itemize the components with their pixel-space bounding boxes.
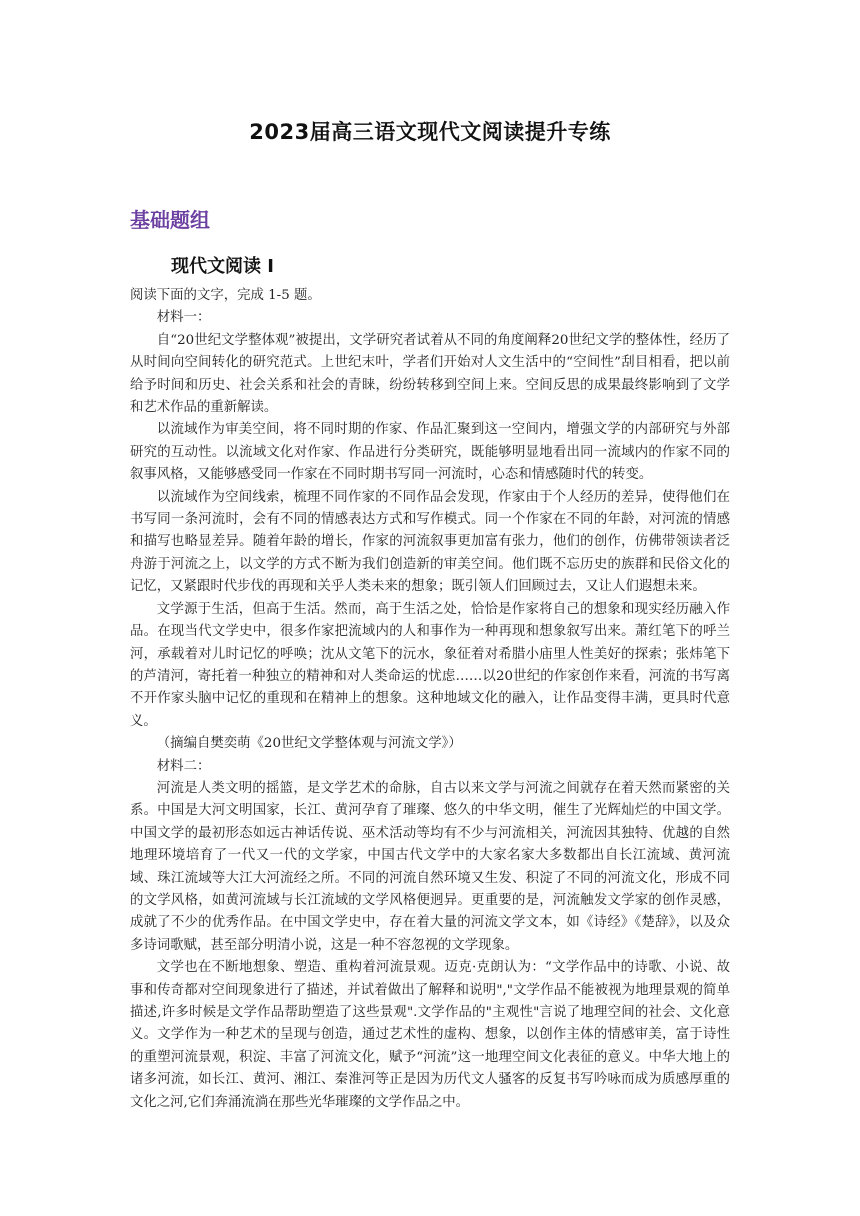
page-title: 2023届高三语文现代文阅读提升专练: [249, 120, 611, 144]
section-heading: 基础题组: [130, 208, 210, 232]
material-label: 材料一：: [156, 310, 211, 326]
paragraph: 以流域作为审美空间，将不同时期的作家、作品汇聚到这一空间内，增强文学的内部研究与外部研究的互动性。以流域文化对作家、作品进行分类研究，既能够明显地看出同一流域内的作家不同的叙事风格，又能够感受同一作家在不同时期书写同一河流时，心态和情感随时代的转变。: [130, 422, 730, 483]
instruction-text: 阅读下面的文字，完成 1-5 题。: [130, 288, 321, 303]
paragraph: 以流域作为空间线索，梳理不同作家的不同作品会发现，作家由于个人经历的差异，使得他们在书写同一条河流时，会有不同的情感表达方式和写作模式。同一个作家在不同的年龄，对河流的情感和描写也略显差异。随着年龄的增长，作家的河流叙事更加富有张力，他们的创作，仿佛带领读者泛舟游于河流之上，以文学的方式不断为我们创造新的审美空间。他们既不忘历史的族群和民俗文化的记忆，又紧跟时代步伐的再现和关乎人类未来的想象；既引领人们回顾过去，又让人们遐想未来。: [130, 489, 730, 595]
paragraph: 河流是人类文明的摇篮，是文学艺术的命脉，自古以来文学与河流之间就存在着天然而紧密的关系。中国是大河文明国家，长江、黄河孕育了璀璨、悠久的中华文明，催生了光辉灿烂的中国文学。中国文学的最初形态如远古神话传说、巫术活动等均有不少与河流相关，河流因其独特、优越的自然地理环境培育了一代又一代的文学家，中国古代文学中的大家名家大多数都出自长江流域、黄河流域、珠江流域等大江大河流经之所。不同的河流自然环境又生发、积淀了不同的河流文化，形成不同的文学风格，如黄河流域与长江流域的文学风格便迥异。更重要的是，河流触发文学家的创作灵感，成就了不少的优秀作品。在中国文学史中，存在着大量的河流文学文本，如《诗经》《楚辞》，以及众多诗词歌赋，甚至部分明清小说，这是一种不容忽视的文学现象。: [130, 780, 730, 953]
document-body: [130, 285, 730, 1114]
paragraph: 自“20世纪文学整体观”被提出，文学研究者试着从不同的角度阐释20世纪文学的整体性，经历了从时间向空间转化的研究范式。上世纪末叶，学者们开始对人文生活中的“空间性”刮目相看，把以前给予时间和历史、社会关系和社会的青睐，纷纷转移到空间上来。空间反思的成果最终影响到了文学和艺术作品的重新解读。: [130, 332, 730, 416]
material-label: 材料二：: [156, 758, 211, 774]
subsection-heading: 现代文阅读 I: [171, 256, 274, 277]
source-citation: （摘编自樊奕萌《20世纪文学整体观与河流文学》）: [156, 736, 462, 752]
paragraph: 文学源于生活，但高于生活。然而，高于生活之处，恰恰是作家将自己的想象和现实经历融入作品。在现当代文学史中，很多作家把流域内的人和事作为一种再现和想象叙写出来。萧红笔下的呼兰河，承载着对儿时记忆的呼唤；沈从文笔下的沅水，象征着对希腊小庙里人性美好的探索；张炜笔下的芦清河，寄托着一种独立的精神和对人类命运的忧虑……以20世纪的作家创作来看，河流的书写离不开作家头脑中记忆的重现和在精神上的想象。这种地域文化的融入，让作品变得丰满，更具时代意义。: [130, 601, 730, 729]
paragraph: 文学也在不断地想象、塑造、重构着河流景观。迈克·克朗认为：“文学作品中的诗歌、小说、故事和传奇都对空间现象进行了描述，并试着做出了解释和说明","文学作品不能被视为地理景观的简单描述,许多时候是文学作品帮助塑造了这些景观".文学作品的"主观性"言说了地理空间的社会、文化意义。文学作为一种艺术的呈现与创造，通过艺术性的虚构、想象，以创作主体的情感审美，富于诗性的重塑河流景观，积淀、丰富了河流文化，赋予“河流”这一地理空间文化表征的意义。中华大地上的诸多河流，如长江、黄河、湘江、秦淮河等正是因为历代文人骚客的反复书写吟咏而成为质感厚重的文化之河,它们奔涌流淌在那些光华璀璨的文学作品之中。: [130, 960, 730, 1110]
